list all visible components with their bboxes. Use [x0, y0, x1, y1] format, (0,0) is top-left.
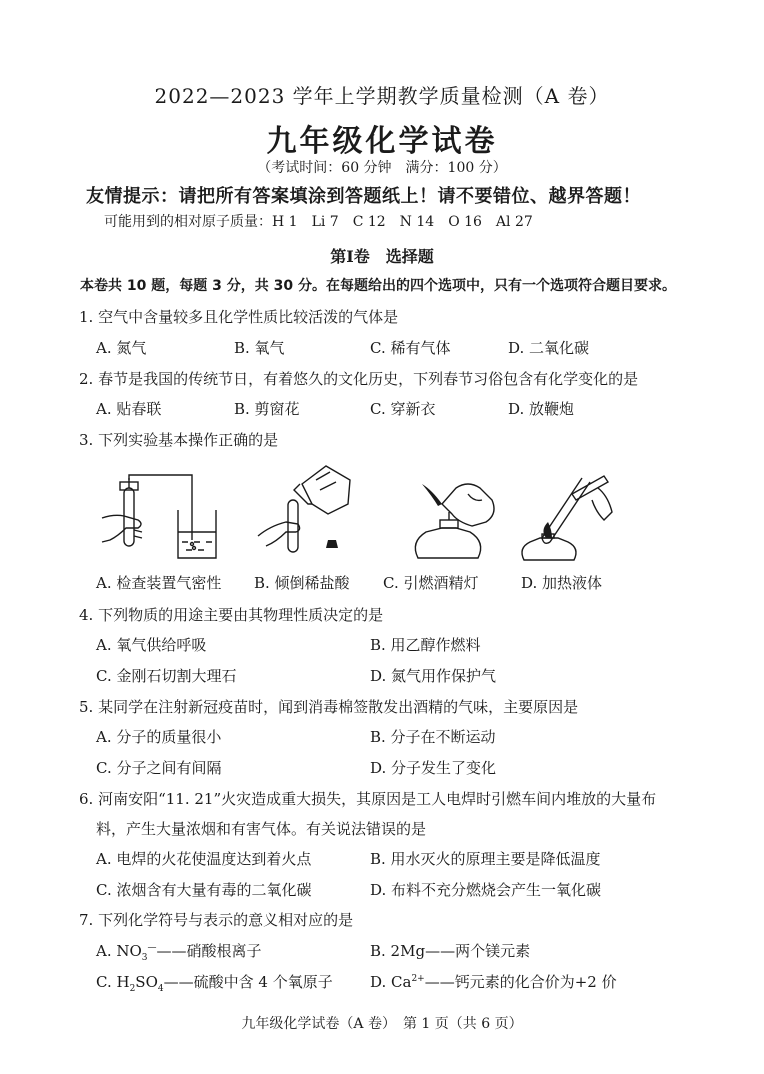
question-1-option-d: D. 二氧化碳 [508, 339, 590, 357]
question-6-stem-line-2: 料，产生大量浓烟和有害气体。有关说法错误的是 [96, 820, 427, 838]
alcohol-lamp-figure [398, 470, 508, 565]
question-7-option-d: D. $Ca^{2+}——$钙元素的化合价为+2 价 [370, 973, 617, 991]
question-6-option-b: B. 用水灭火的原理主要是降低温度 [370, 850, 601, 868]
question-1-option-b: B. 氧气 [234, 339, 285, 357]
question-2-option-d: D. 放鞭炮 [508, 400, 575, 418]
question-2-option-c: C. 穿新衣 [370, 400, 436, 418]
question-6-option-c: C. 浓烟含有大量有毒的二氧化碳 [96, 881, 312, 899]
exam-title: 九年级化学试卷 [266, 124, 498, 159]
question-6-option-a: A. 电焊的火花使温度达到着火点 [96, 850, 312, 868]
exam-header: 2022—2023 学年上学期教学质量检测（A 卷） [154, 84, 610, 108]
question-2-option-b: B. 剪窗花 [234, 400, 300, 418]
question-5-option-d: D. 分子发生了变化 [370, 759, 497, 777]
question-4-option-c: C. 金刚石切割大理石 [96, 667, 237, 685]
question-3-option-d: D. 加热液体 [521, 574, 603, 592]
question-2-option-a: A. 贴春联 [96, 400, 162, 418]
question-6-option-d: D. 布料不充分燃烧会产生一氧化碳 [370, 881, 602, 899]
question-4-option-d: D. 氮气用作保护气 [370, 667, 497, 685]
atomic-mass-note: 可能用到的相对原子质量：H 1 Li 7 C 12 N 14 O 16 Al 27 [104, 214, 533, 230]
question-7-option-c: C. $H_2SO_4——$硫酸中含 4 个氧原子 [96, 973, 333, 994]
question-3-option-b: B. 倾倒稀盐酸 [254, 574, 350, 592]
question-5-option-c: C. 分子之间有间隔 [96, 759, 222, 777]
question-4-option-b: B. 用乙醇作燃料 [370, 636, 481, 654]
question-5-stem: 5. 某同学在注射新冠疫苗时，闻到消毒棉签散发出酒精的气味，主要原因是 [79, 698, 579, 716]
heat-liquid-figure [512, 468, 622, 565]
question-7-option-b: B. 2Mg——两个镁元素 [370, 942, 531, 960]
pour-acid-figure [250, 460, 360, 565]
question-7-stem: 7. 下列化学符号与表示的意义相对应的是 [79, 911, 354, 929]
question-6-stem-line-1: 6. 河南安阳“11. 21”火灾造成重大损失，其原因是工人电焊时引燃车间内堆放的大量布 [79, 790, 657, 808]
question-5-option-a: A. 分子的质量很小 [96, 728, 222, 746]
airtightness-check-figure [98, 470, 228, 565]
question-1-option-c: C. 稀有气体 [370, 339, 451, 357]
page-footer: 九年级化学试卷（A 卷） 第 1 页（共 6 页） [241, 1016, 523, 1032]
question-2-stem: 2. 春节是我国的传统节日，有着悠久的文化历史，下列春节习俗包含有化学变化的是 [79, 370, 639, 388]
section-title: 第Ⅰ卷 选择题 [330, 247, 434, 266]
section-instruction: 本卷共 10 题，每题 3 分，共 30 分。在每题给出的四个选项中，只有一个选项符合题目要求。 [80, 278, 676, 294]
question-1-option-a: A. 氮气 [96, 339, 147, 357]
question-5-option-b: B. 分子在不断运动 [370, 728, 496, 746]
question-3-stem: 3. 下列实验基本操作正确的是 [79, 431, 279, 449]
question-3-option-a: A. 检查装置气密性 [96, 574, 222, 592]
question-1-stem: 1. 空气中含量较多且化学性质比较活泼的气体是 [79, 308, 399, 326]
friendly-tip: 友情提示：请把所有答案填涂到答题纸上！请不要错位、越界答题！ [86, 186, 641, 207]
question-4-option-a: A. 氧气供给呼吸 [96, 636, 207, 654]
exam-subtitle: （考试时间：60 分钟 满分：100 分） [257, 160, 507, 176]
question-3-option-c: C. 引燃酒精灯 [383, 574, 479, 592]
question-4-stem: 4. 下列物质的用途主要由其物理性质决定的是 [79, 606, 384, 624]
question-7-option-a: A. $NO_3^———$硝酸根离子 [96, 942, 262, 963]
